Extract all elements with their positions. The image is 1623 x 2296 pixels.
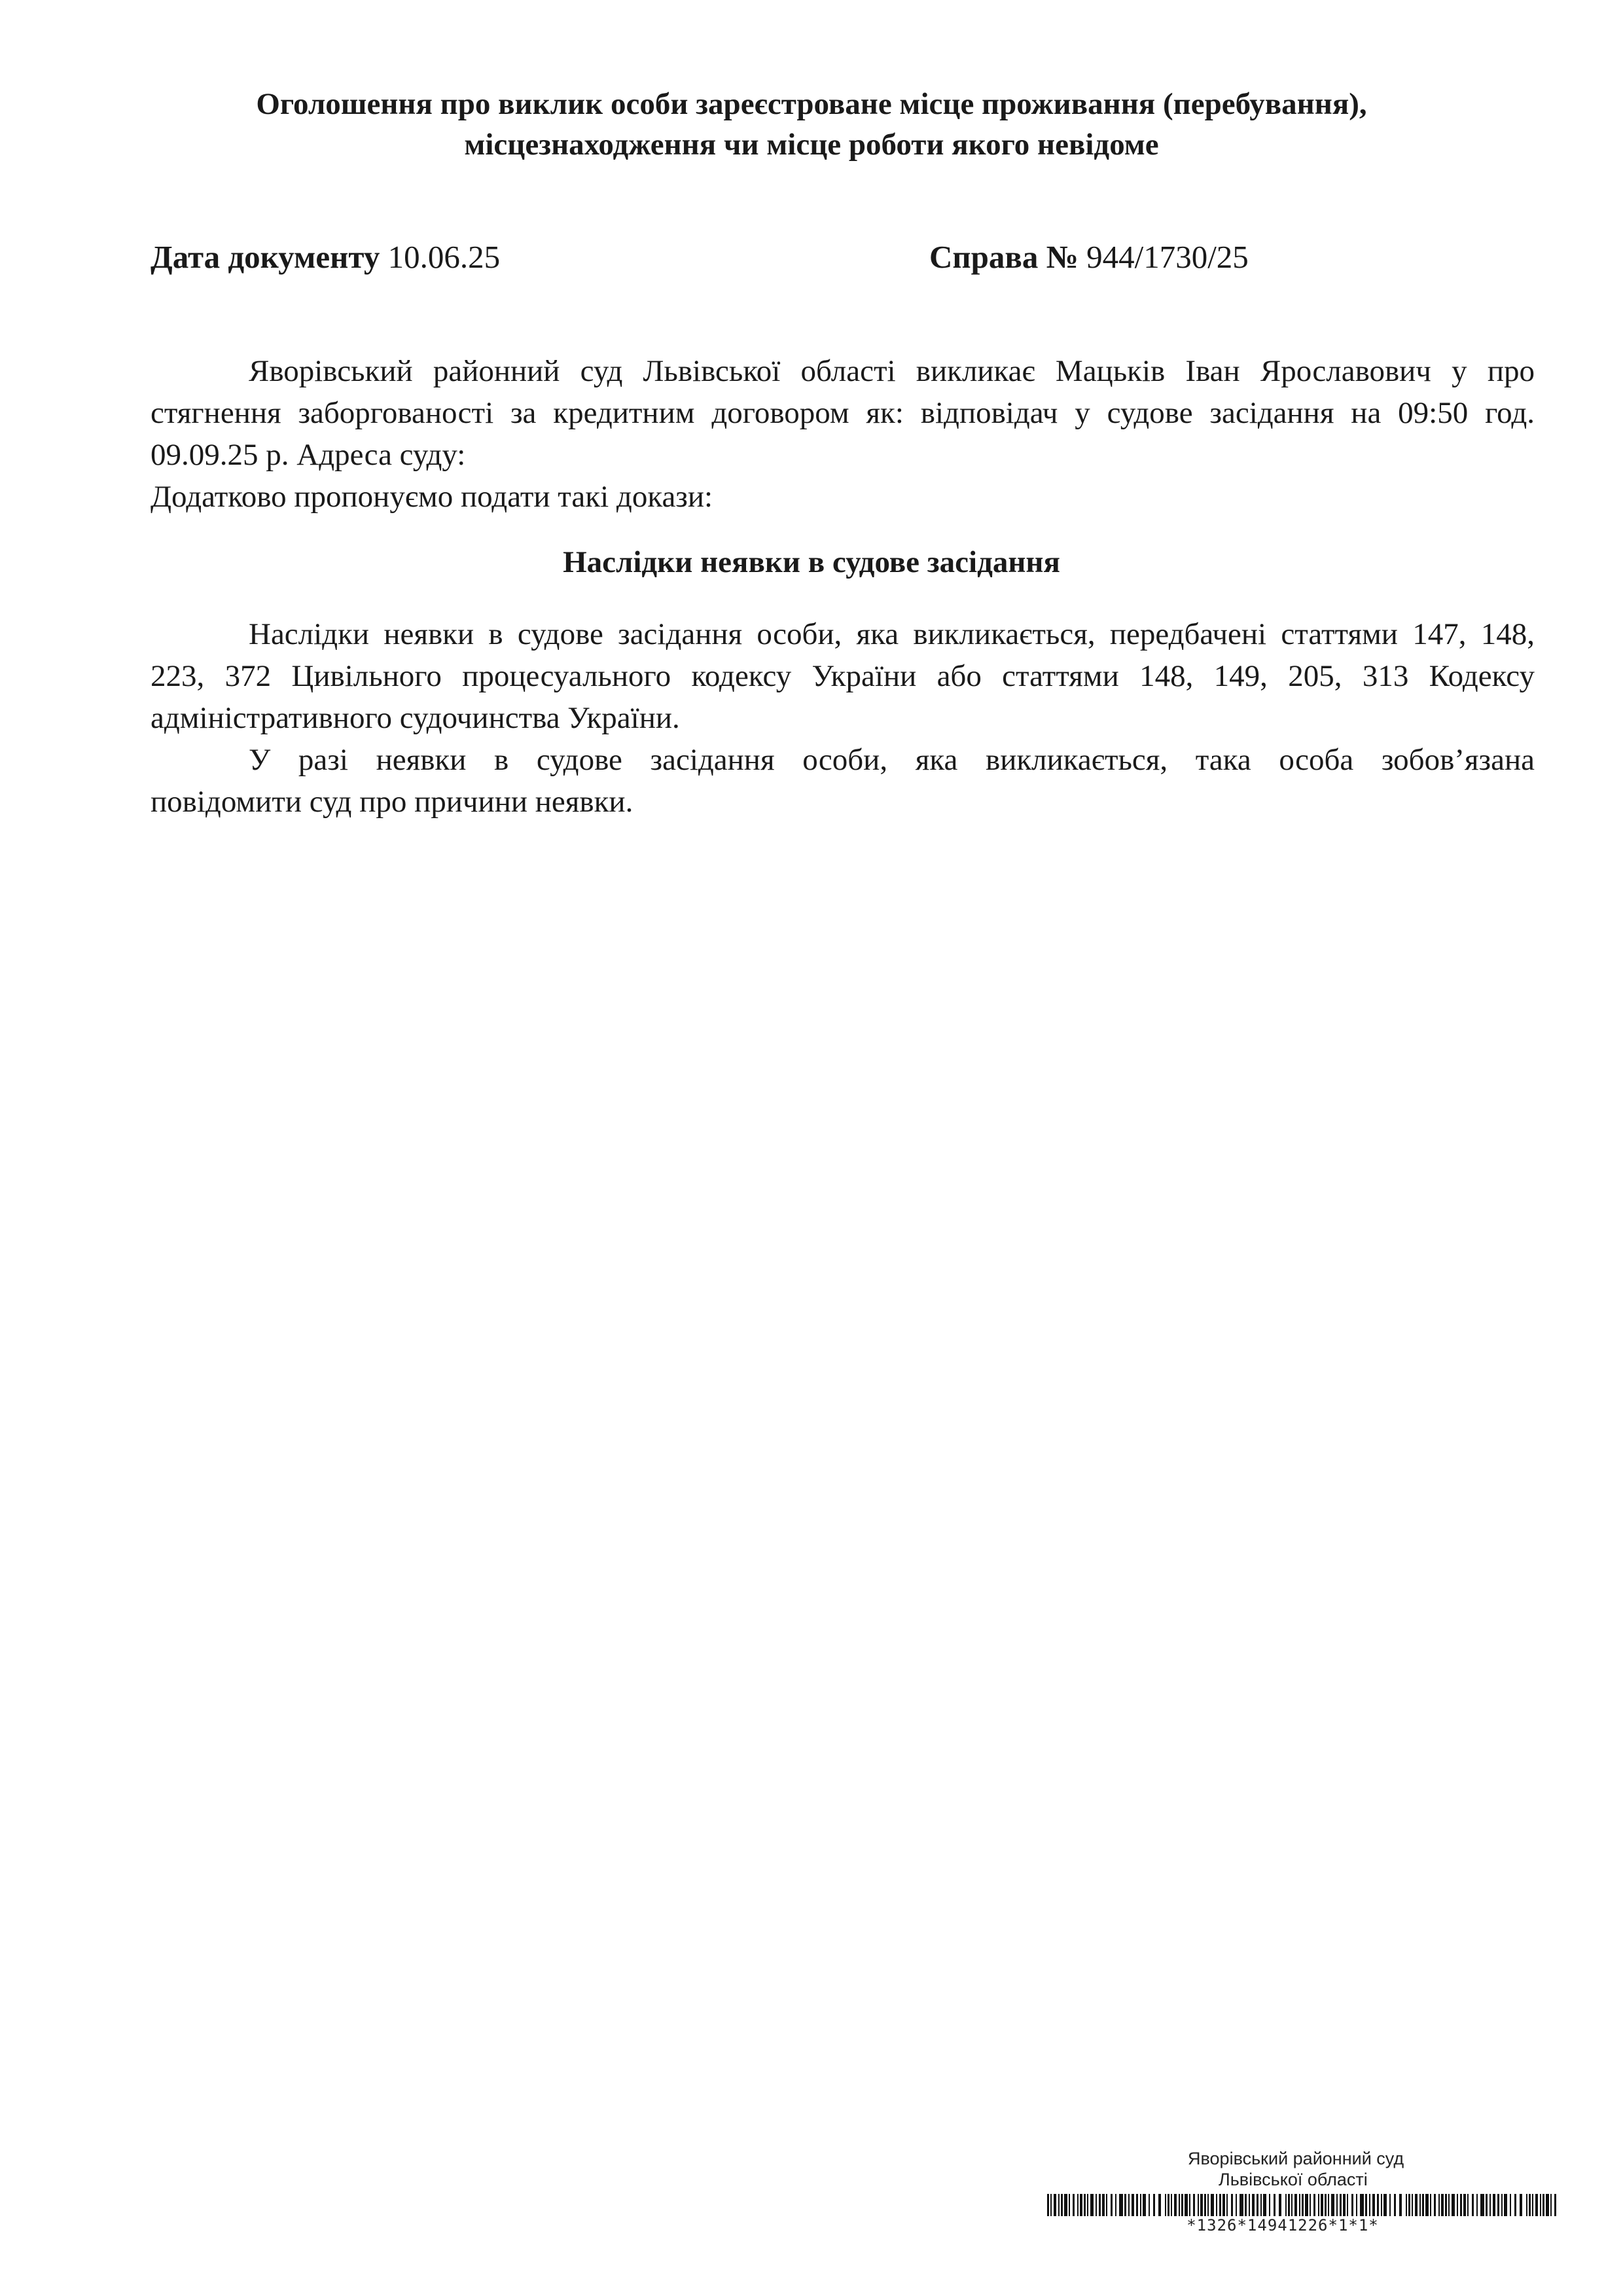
summons-line-3: 09.09.25 р. Адреса суду:: [151, 438, 466, 472]
summons-line-2: стягнення заборгованості за кредитним договором як: відповідач у судове засідання на 09:50 год.: [151, 396, 1535, 430]
case-value: 944/1730/25: [1086, 239, 1249, 275]
stamp-region-name: Львівської області: [1219, 2170, 1368, 2189]
obligation-line-2: повідомити суд про причини неявки.: [151, 785, 633, 819]
court-stamp: [1047, 2148, 1558, 2234]
barcode-text: *1326*14941226*1*1*: [1186, 2216, 1379, 2234]
obligation-line-1: У разі неявки в судове засідання особи, яка викликається, така особа зобов’язана: [249, 743, 1535, 777]
barcode-icon: [1047, 2194, 1558, 2216]
document-title: [151, 84, 1472, 165]
title-line-1: Оголошення про виклик особи зареєстроване місце проживання (перебування),: [256, 87, 1367, 121]
title-line-2: місцезнаходження чи місце роботи якого невідоме: [464, 128, 1159, 162]
consequences-line-1: Наслідки неявки в судове засідання особи, яка викликається, передбачені статтями 147, 148,: [249, 617, 1535, 651]
summons-line-1: Яворівський районний суд Львівської області викликає Мацьків Іван Ярославович у про: [249, 354, 1535, 388]
consequences-paragraph: [151, 613, 1535, 823]
case-number: [929, 237, 1249, 278]
case-label: Справа №: [929, 239, 1079, 275]
date-value: 10.06.25: [387, 239, 501, 275]
date-label: Дата документу: [151, 239, 380, 275]
consequences-line-3: адміністративного судочинства України.: [151, 701, 680, 735]
document-date: [151, 237, 500, 278]
summons-line-4: Додатково пропонуємо подати такі докази:: [151, 480, 713, 514]
section-heading: Наслідки неявки в судове засідання: [563, 545, 1060, 579]
summons-paragraph: [151, 350, 1535, 518]
stamp-court-name: Яворівський районний суд: [1188, 2149, 1404, 2168]
consequences-line-2: 223, 372 Цивільного процесуального кодексу України або статтями 148, 149, 205, 313 Кодексу: [151, 659, 1535, 693]
